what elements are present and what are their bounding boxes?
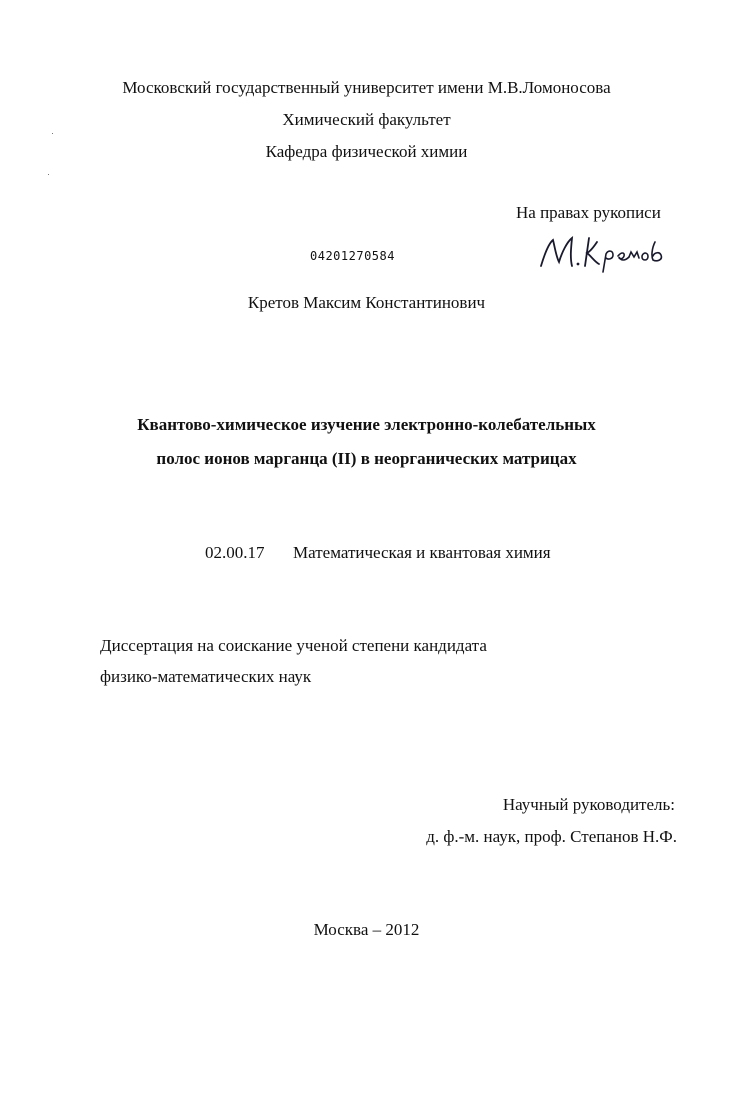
registration-number: 04201270584 bbox=[310, 249, 395, 263]
university-name: Московский государственный университет имени М.В.Ломоносова bbox=[122, 78, 611, 97]
rights-note: На правах рукописи bbox=[516, 203, 661, 222]
thesis-title-line-1: Квантово-химическое изучение электронно-колебательных bbox=[137, 415, 596, 434]
author-name: Кретов Максим Константинович bbox=[247, 293, 486, 312]
supervisor-label: Научный руководитель: bbox=[502, 795, 675, 814]
supervisor-name: д. ф.-м. наук, проф. Степанов Н.Ф. bbox=[426, 827, 677, 846]
department-name: Кафедра физической химии bbox=[265, 142, 468, 161]
scan-speck bbox=[52, 133, 53, 134]
scan-speck bbox=[48, 174, 49, 175]
specialty-name: Математическая и квантовая химия bbox=[293, 543, 551, 562]
author-signature bbox=[535, 232, 675, 274]
degree-line-2: физико-математических наук bbox=[100, 667, 312, 686]
specialty-code: 02.00.17 bbox=[205, 543, 265, 562]
faculty-name: Химический факультет bbox=[282, 110, 451, 129]
degree-line-1: Диссертация на соискание ученой степени кандидата bbox=[100, 636, 487, 655]
place-and-year: Москва – 2012 bbox=[313, 920, 420, 939]
thesis-title-line-2: полос ионов марганца (II) в неорганических матрицах bbox=[156, 449, 577, 468]
